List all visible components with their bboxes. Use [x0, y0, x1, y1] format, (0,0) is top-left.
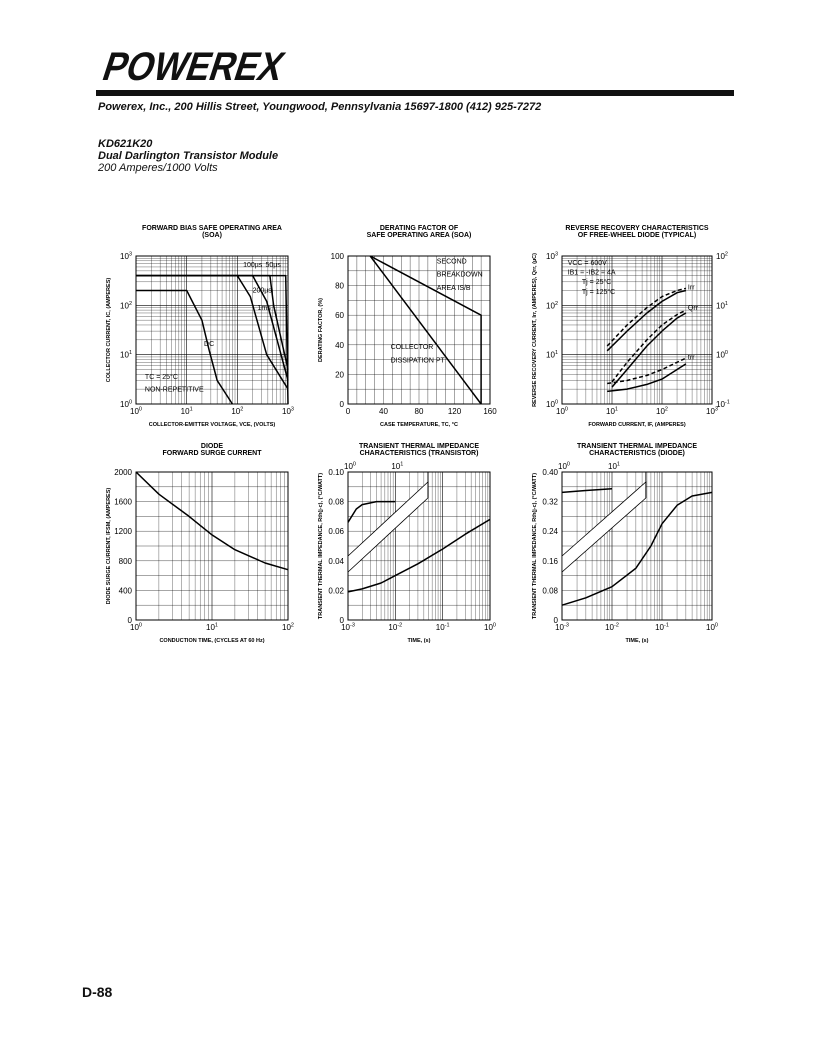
x-tick-label: 0	[345, 407, 351, 416]
y-axis-label: DIODE SURGE CURRENT, IFSM, (AMPERES)	[106, 487, 112, 605]
y-tick-label: 100	[330, 252, 344, 261]
chart-annotation: 200µs	[252, 287, 272, 295]
y-tick-label: $10^3$	[120, 251, 132, 261]
x-tick-label: $10^0$	[556, 406, 568, 416]
x-tick-label: $10^3$	[282, 406, 294, 416]
y-tick-label: 0.10	[328, 468, 344, 477]
x-tick-label: $10^{-2}$	[388, 622, 403, 632]
chart-svg	[312, 440, 512, 652]
axis-break-band	[562, 482, 646, 572]
x-axis-label: FORWARD CURRENT, IF, (AMPERES)	[588, 422, 686, 428]
chart-title: CHARACTERISTICS (DIODE)	[589, 450, 685, 457]
chart-annotation: VCC = 600V	[567, 260, 607, 268]
company-address: Powerex, Inc., 200 Hillis Street, Youngwood, Pennsylvania 15697-1800 (412) 925-7272	[98, 101, 542, 113]
chart-svg	[98, 440, 308, 652]
x-tick-label: $10^{-3}$	[555, 622, 569, 632]
y-axis-label: COLLECTOR CURRENT, IC, (AMPERES)	[106, 277, 112, 383]
chart-annotation: Qrr	[687, 305, 699, 313]
y2-tick-label: $10^1$	[716, 300, 728, 311]
plot-frame	[136, 256, 288, 404]
chart-annotation: COLLECTOR	[390, 344, 434, 352]
chart-title: DIODE	[200, 443, 224, 450]
header-rule	[96, 90, 734, 96]
y-axis-label: TRANSIENT THERMAL IMPEDANCE, Rth(j-c), (°C/WATT)	[318, 472, 324, 620]
chart-reverse-recovery	[520, 222, 744, 434]
y2-tick-label: $10^{-1}$	[716, 399, 730, 409]
series-line	[612, 313, 686, 387]
y-tick-label: 80	[335, 281, 344, 291]
series-line	[562, 489, 612, 493]
x-axis-label: CONDUCTION TIME, (CYCLES AT 60 Hz)	[159, 638, 265, 644]
chart-title: CHARACTERISTICS (TRANSISTOR)	[359, 450, 479, 457]
chart-annotation: IB1 = -IB2 = 4A	[567, 269, 616, 277]
y-tick-label: 0.16	[542, 556, 558, 566]
y-tick-label: 1200	[114, 527, 132, 537]
y-axis-label: TRANSIENT THERMAL IMPEDANCE, Rth(j-c), (°C/WATT)	[532, 472, 538, 620]
y-tick-label: $10^3$	[546, 251, 558, 261]
y-tick-label: 0.04	[328, 556, 344, 566]
y-tick-label: 0	[339, 616, 344, 625]
x-tick-label: $10^{-2}$	[605, 622, 619, 632]
chart-title: TRANSIENT THERMAL IMPEDANCE	[358, 443, 480, 450]
y-tick-label: 0.02	[328, 586, 344, 596]
y-axis-label: DERATING FACTOR, (%)	[318, 298, 324, 362]
y-tick-label: 0.08	[542, 586, 558, 596]
logo-wordmark: POWEREX	[97, 43, 317, 89]
y-tick-label: 0	[339, 400, 344, 409]
y-tick-label: 0.06	[328, 527, 344, 537]
series-line	[348, 519, 490, 592]
y-tick-label: 0	[127, 616, 132, 625]
y2-tick-label: $10^0$	[716, 350, 728, 360]
part-number: KD621K20	[98, 138, 153, 150]
x2-tick-label: $10^1$	[608, 461, 620, 471]
x2-tick-label: $10^1$	[391, 461, 404, 471]
x-tick-label: 160	[483, 407, 497, 416]
chart-annotation: Irr	[687, 284, 695, 292]
chart-title: DERATING FACTOR OF	[379, 225, 459, 232]
x-tick-label: $10^0$	[484, 622, 496, 632]
chart-annotation: Tj = 125°C	[581, 288, 616, 296]
x-tick-label: $10^{-1}$	[655, 622, 669, 632]
grid	[136, 256, 288, 404]
x-tick-label: $10^0$	[130, 622, 142, 632]
part-rating: 200 Amperes/1000 Volts	[98, 162, 218, 174]
y-tick-label: 0.24	[542, 527, 558, 537]
x-tick-label: $10^1$	[180, 406, 193, 416]
x-tick-label: $10^2$	[282, 622, 294, 632]
x-tick-label: $10^{-1}$	[435, 622, 450, 632]
y-axis-label: REVERSE RECOVERY CURRENT, Irr, (AMPERES), Qrr, (µC)	[532, 253, 538, 407]
chart-title: FORWARD SURGE CURRENT	[162, 450, 262, 457]
chart-forward-bias-soa	[98, 222, 308, 434]
x-tick-label: $10^0$	[706, 622, 718, 632]
x-tick-label: $10^3$	[706, 406, 718, 416]
powerex-logo	[97, 43, 317, 89]
y-tick-label: $10^2$	[546, 300, 558, 311]
y-tick-label: 0.08	[328, 497, 344, 507]
chart-svg	[312, 222, 512, 434]
y-tick-label: 0	[553, 616, 558, 625]
chart-title: OF FREE-WHEEL DIODE (TYPICAL)	[577, 232, 697, 239]
x-tick-label: $10^2$	[231, 406, 244, 416]
chart-annotation: SECOND	[436, 258, 467, 266]
chart-annotation: trr	[687, 354, 695, 362]
x-tick-label: $10^1$	[206, 622, 218, 632]
x2-tick-label: $10^0$	[558, 461, 570, 471]
chart-annotation: 1ms	[257, 305, 271, 313]
chart-thermal-impedance-diode	[520, 440, 744, 652]
chart-annotation: DISSIPATION PT	[390, 357, 445, 365]
chart-svg	[520, 440, 744, 652]
x-tick-label: $10^{-3}$	[341, 622, 355, 632]
chart-thermal-impedance-transistor	[312, 440, 512, 652]
chart-annotation: 100µs	[243, 261, 263, 269]
chart-derating-factor	[312, 222, 512, 434]
chart-title: SAFE OPERATING AREA (SOA)	[366, 232, 472, 239]
y-tick-label: $10^0$	[120, 399, 132, 409]
chart-title: TRANSIENT THERMAL IMPEDANCE	[576, 443, 698, 450]
x-tick-label: $10^0$	[130, 406, 142, 416]
x-axis-label: CASE TEMPERATURE, TC, °C	[380, 422, 458, 428]
x-tick-label: 120	[447, 407, 462, 416]
chart-annotation: DC	[204, 340, 215, 348]
chart-forward-surge-current	[98, 440, 308, 652]
chart-svg	[98, 222, 308, 434]
chart-annotation: BREAKDOWN	[436, 271, 483, 279]
y-tick-label: 40	[335, 340, 344, 350]
y-tick-label: 800	[118, 556, 132, 566]
y-tick-label: 60	[335, 311, 344, 321]
page-number: D-88	[82, 984, 113, 1000]
chart-annotation: TC = 25°C	[144, 374, 178, 382]
x-axis-label: COLLECTOR-EMITTER VOLTAGE, VCE, (VOLTS)	[148, 422, 276, 428]
y-tick-label: $10^1$	[120, 350, 132, 360]
chart-annotation: NON-REPETITIVE	[144, 386, 204, 394]
chart-title: FORWARD BIAS SAFE OPERATING AREA	[142, 225, 282, 232]
series-line	[607, 288, 686, 346]
chart-title: REVERSE RECOVERY CHARACTERISTICS	[565, 225, 709, 232]
x-axis-label: TIME, (s)	[625, 638, 649, 644]
y-tick-label: 400	[118, 586, 132, 596]
chart-annotation: Tj = 25°C	[581, 279, 612, 287]
x-tick-label: 80	[414, 407, 424, 416]
y-tick-label: 0.32	[542, 497, 558, 507]
y-tick-label: $10^0$	[546, 399, 558, 409]
y-tick-label: 1600	[114, 497, 132, 507]
y-tick-label: $10^2$	[120, 300, 132, 311]
y-tick-label: 20	[335, 370, 344, 380]
part-info	[98, 138, 278, 174]
y-tick-label: $10^1$	[546, 350, 558, 360]
series-line	[607, 364, 686, 392]
x-tick-label: 40	[379, 407, 388, 416]
y-tick-label: 0.40	[542, 468, 558, 477]
chart-annotation: 50µs	[265, 261, 281, 269]
x-axis-label: TIME, (s)	[407, 638, 431, 644]
y-tick-label: 2000	[114, 468, 132, 477]
x-tick-label: $10^2$	[656, 406, 668, 416]
chart-svg	[520, 222, 744, 434]
chart-title: (SOA)	[202, 232, 222, 239]
x-tick-label: $10^1$	[606, 406, 618, 416]
chart-annotation: AREA IS/B	[436, 285, 471, 293]
x2-tick-label: $10^0$	[344, 461, 356, 471]
part-description: Dual Darlington Transistor Module	[98, 150, 279, 162]
y2-tick-label: $10^2$	[716, 251, 728, 261]
